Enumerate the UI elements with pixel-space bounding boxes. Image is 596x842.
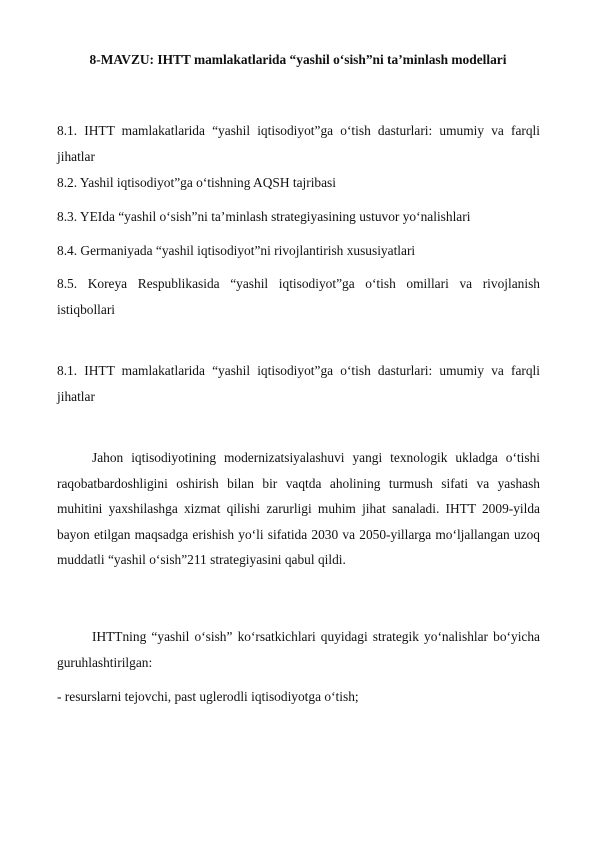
toc-item-1: 8.1. IHTT mamlakatlarida “yashil iqtisodiyot”ga o‘tish dasturlari: umumiy va farqli jihatlar	[57, 123, 540, 164]
list-item: - resurslarni tejovchi, past uglerodli iqtisodiyotga o‘tish;	[57, 689, 359, 704]
body-paragraph-1: Jahon iqtisodiyotining modernizatsiyalashuvi yangi texnologik ukladga o‘tishi raqobatbardoshligini oshirish bilan bir vaqtda aholining turmush sifati va yashash muhitini yaxshilashga xizmat qilishi zarurligi muhim jihat sanaladi. IHTT 2009-yilda bayon etilgan maqsadga erishish yo‘li sifatida 2030 va 2050-yillarga mo‘ljallangan uzoq muddatli “yashil o‘sish”211 strategiyasini qabul qildi.	[57, 450, 540, 567]
toc-item-5: 8.5. Koreya Respublikasida “yashil iqtisodiyot”ga o‘tish omillari va rivojlanish istiqbollari	[57, 276, 540, 317]
toc-item-2: 8.2. Yashil iqtisodiyot”ga o‘tishning AQSH tajribasi	[57, 175, 336, 190]
toc-item-4: 8.4. Germaniyada “yashil iqtisodiyot”ni rivojlantirish xususiyatlari	[57, 243, 416, 258]
page-title: 8-MAVZU: IHTT mamlakatlarida “yashil o‘sish”ni ta’minlash modellari	[89, 52, 507, 67]
section-heading: 8.1. IHTT mamlakatlarida “yashil iqtisodiyot”ga o‘tish dasturlari: umumiy va farqli jihatlar	[57, 363, 540, 404]
toc-item-3: 8.3. YEIda “yashil o‘sish”ni ta’minlash strategiyasining ustuvor yo‘nalishlari	[57, 209, 471, 224]
body-paragraph-2: IHTTning “yashil o‘sish” ko‘rsatkichlari quyidagi strategik yo‘nalishlar bo‘yicha guruhlashtirilgan:	[57, 629, 540, 670]
